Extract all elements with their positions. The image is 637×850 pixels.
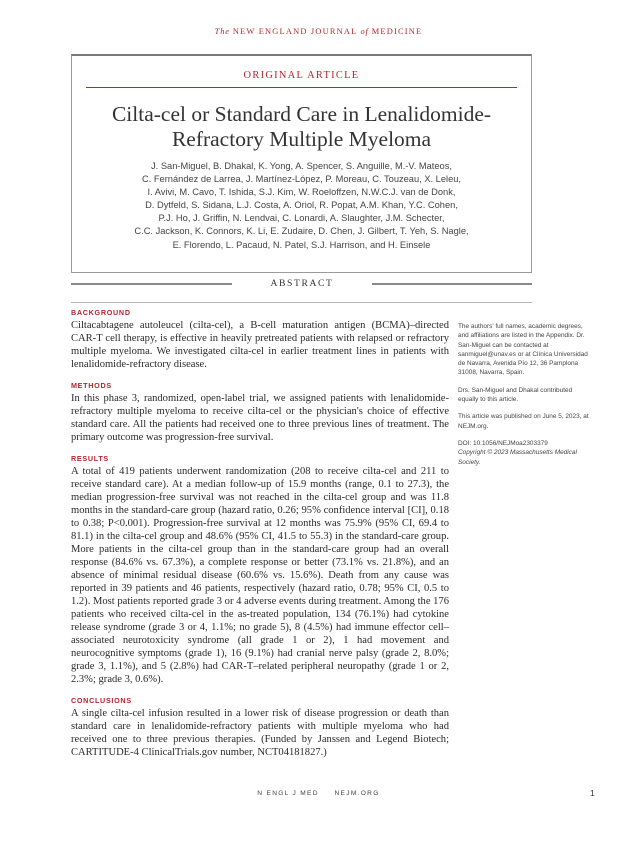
title-line: Refractory Multiple Myeloma (171, 127, 432, 151)
author-line: J. San-Miguel, B. Dhakal, K. Yong, A. Spencer, S. Anguille, M.-V. Mateos, (151, 161, 452, 171)
results-heading: RESULTS (71, 454, 109, 463)
background-heading: BACKGROUND (71, 308, 131, 317)
results-text: A total of 419 patients underwent randomization (208 to receive cilta-cel and 211 to receive standard care). At a median follow-up of 15.9 months (range, 0.1 to 27.3), the median progression-free survival was not reached in the cilta-cel group and was 11.8 months in the standard-care group (hazard ratio, 0.26; 95% confidence interval [CI], 0.18 to 0.38; P<0.001). Progression-free survival at 12 months was 75.9% (95% CI, 69.4 to 81.1) in the cilta-cel group and 48.6% (95% CI, 41.5 to 55.3) in the standard-care group. More patients in the cilta-cel group than in the standard-care group had an overall response (84.6% vs. 67.3%), a complete response or better (73.1% vs. 21.8%), and an absence of minimal residual disease (60.6% vs. 15.6%). Death from any cause was reported in 39 patients and 46 patients, respectively (hazard ratio, 0.78; 95% CI, 0.5 to 1.2). Most patients reported grade 3 or 4 adverse events during treatment. Among the 176 patients who received cilta-cel in the as-treated population, 134 (76.1%) had cytokine release syndrome (grade 3 or 4, 1.1%; no grade 5), 8 (4.5%) had immune effector cell–associated neurotoxicity syndrome (all grade 1 or 2), 1 had movement and neurocognitive symptoms (grade 1), 16 (9.1%) had cranial nerve palsy (grade 2, 8.0%; grade 3, 1.1%), and 5 (2.8%) had CAR-T–related peripheral neuropathy (grade 1 or 2, 2.3%; grade 3, 0.6%). (71, 466, 449, 685)
journal-masthead (0, 27, 637, 36)
journal-of: of (360, 27, 369, 36)
page-footer: N ENGL J MED NEJM.ORG (257, 790, 380, 797)
publication-note: This article was published on June 5, 2023, at NEJM.org. (458, 413, 589, 430)
background-text: Ciltacabtagene autoleucel (cilta-cel), a B-cell maturation antigen (BCMA)–directed CAR-T cell therapy, is effective in heavily pretreated patients with relapsed or refractory multiple myeloma. We investigated cilta-cel in earlier treatment lines in patients with lenalidomide-refractory disease. (71, 320, 449, 370)
conclusions-text: A single cilta-cel infusion resulted in a lower risk of disease progression or death than standard care in lenalidomide-refractory patients with multiple myeloma who had received one to three previous therapies. (Funded by Janssen and Legend Biotech; CARTITUDE-4 ClinicalTrials.gov number, NCT04181827.) (71, 708, 449, 758)
abstract-heading: ABSTRACT (232, 278, 372, 289)
author-note: The authors' full names, academic degrees, and affiliations are listed in the Appendix. Dr. San-Miguel can be contacted at sanmiguel@unav.es or at Clínica Universidad de Navarra, Avenida Pío 12, 36 Pamplona 31008, Navarra, Spain. (458, 323, 588, 377)
abstract-rule-bottom (71, 302, 532, 303)
doi: DOI: 10.1056/NEJMoa2303379 (458, 439, 548, 447)
article-type-rule (86, 87, 517, 88)
article-type: ORIGINAL ARTICLE (243, 70, 360, 81)
copyright: Copyright © 2023 Massachusetts Medical Society. (458, 449, 577, 466)
author-line: C. Fernández de Larrea, J. Martínez-López, P. Moreau, C. Touzeau, X. Leleu, (141, 174, 462, 185)
article-title (82, 102, 521, 152)
abstract-body (71, 308, 449, 769)
author-line: I. Avivi, M. Cavo, T. Ishida, S.J. Kim, W. Roeloffzen, N.W.C.J. van de Donk, (147, 187, 456, 198)
journal-suffix: MEDICINE (371, 27, 423, 36)
methods-text: In this phase 3, randomized, open-label trial, we assigned patients with lenalidomide-refractory multiple myeloma to receive cilta-cel or the physician's choice of effective standard care. All the patients had received one to three previous lines of treatment. The primary outcome was progression-free survival. (71, 393, 449, 443)
author-line: D. Dytfeld, S. Sidana, L.J. Costa, A. Oriol, R. Popat, A.M. Khan, Y.C. Cohen, (145, 200, 458, 211)
title-line: Cilta-cel or Standard Care in Lenalidomide- (111, 102, 492, 126)
equal-contribution-note: Drs. San-Miguel and Dhakal contributed equally to this article. (458, 386, 573, 404)
author-line: P.J. Ho, J. Griffin, N. Lendvai, C. Lonardi, A. Slaughter, J.M. Schecter, (158, 213, 445, 224)
page-number: 1 (590, 788, 595, 798)
title-box (71, 54, 532, 273)
author-list (78, 160, 525, 252)
author-line: C.C. Jackson, K. Connors, K. Li, E. Zudaire, D. Chen, J. Gilbert, T. Yeh, S. Nagle, (134, 226, 469, 237)
journal-name: NEW ENGLAND JOURNAL (232, 27, 358, 36)
author-line: E. Florendo, L. Pacaud, N. Patel, S.J. Harrison, and H. Einsele (172, 239, 431, 250)
sidebar-notes (458, 322, 594, 467)
conclusions-heading: CONCLUSIONS (71, 696, 132, 705)
journal-prefix: The (214, 27, 230, 36)
methods-heading: METHODS (71, 381, 112, 390)
